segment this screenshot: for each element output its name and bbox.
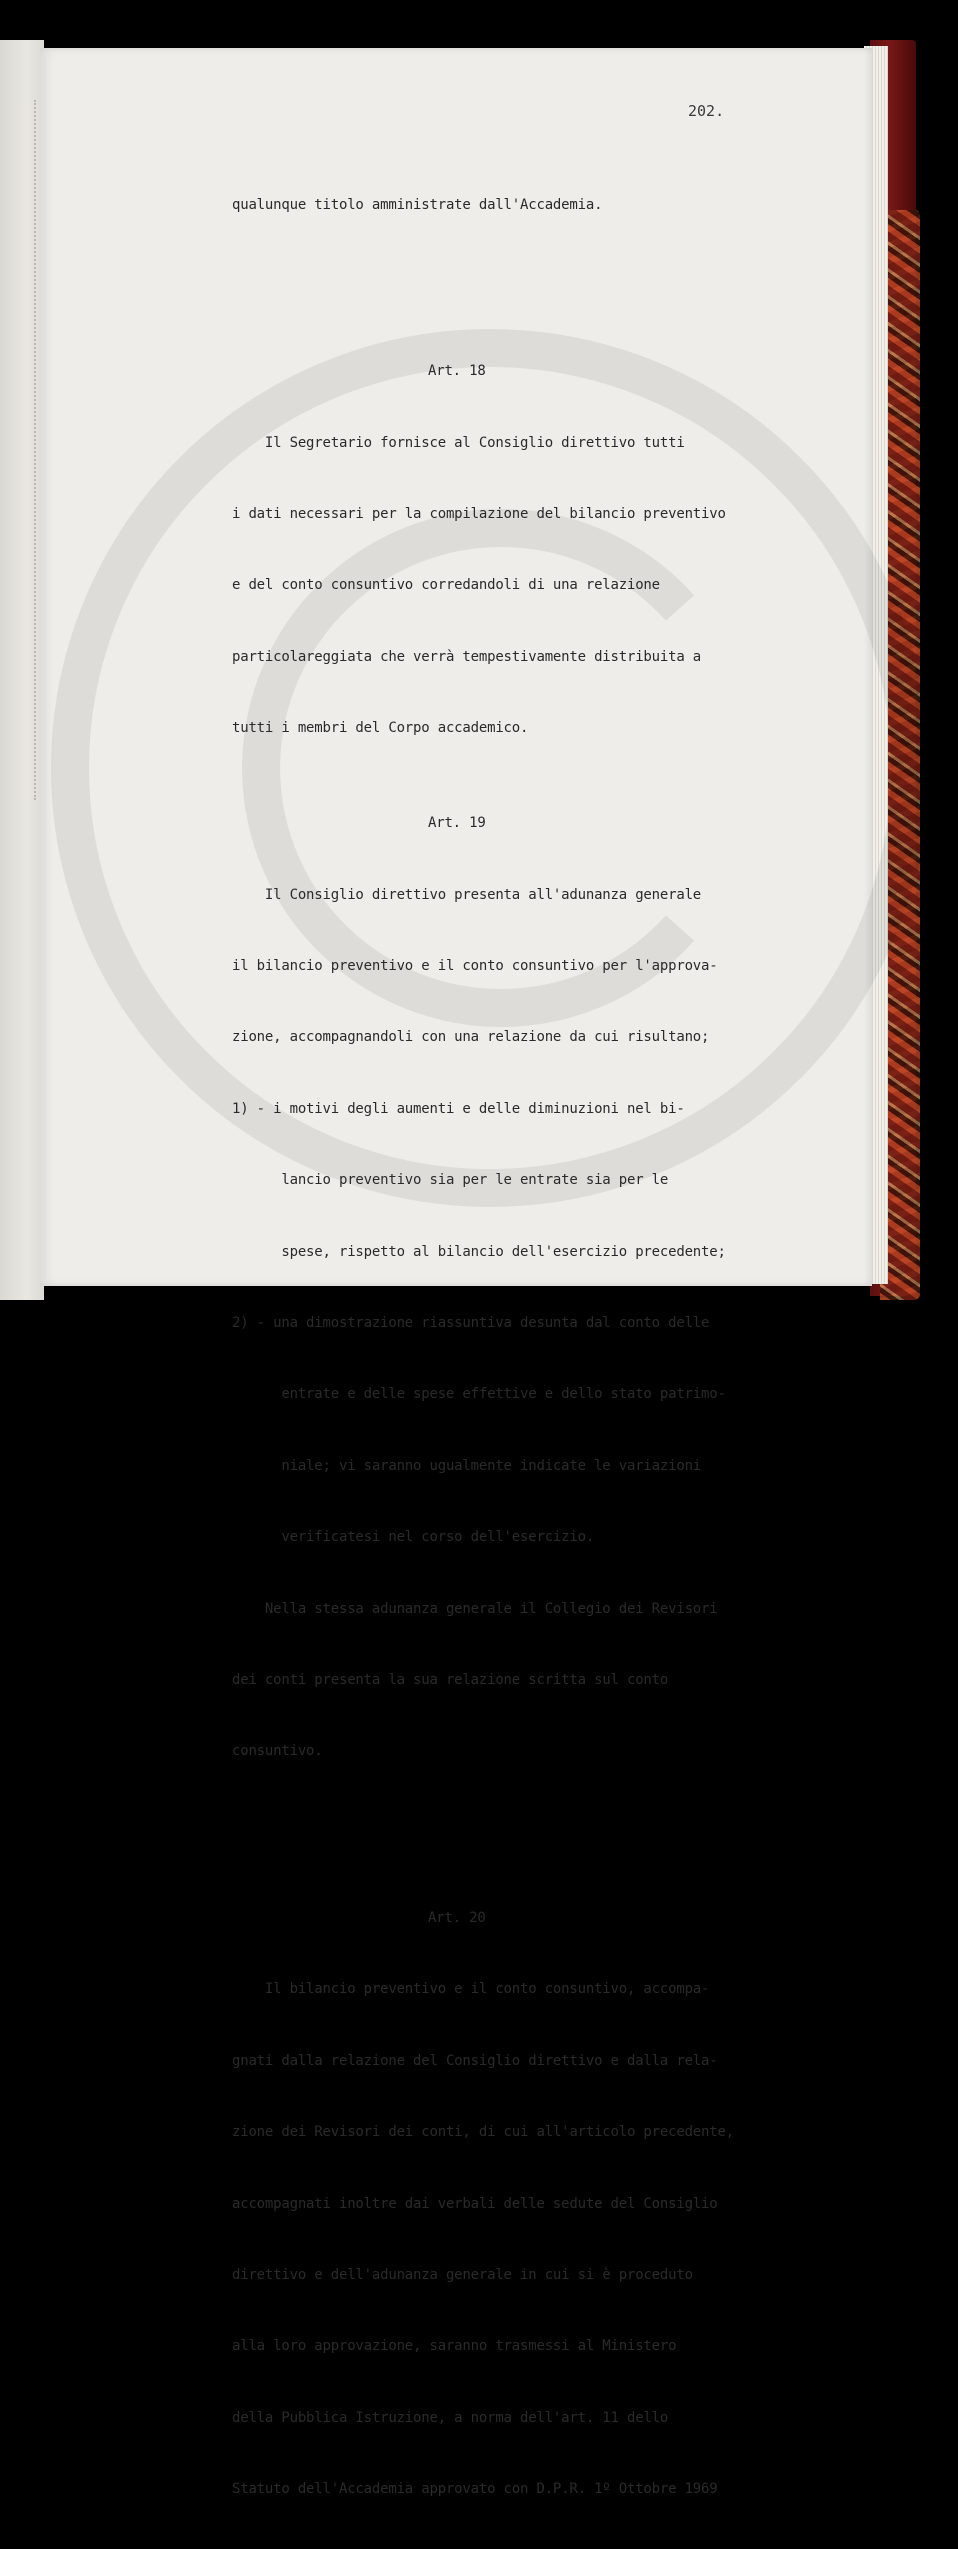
article-19-line: entrate e delle spese effettive e dello stato patrimo- (232, 1386, 726, 1403)
spacer (232, 1812, 772, 1836)
article-19-line: spese, rispetto al bilancio dell'esercizio precedente; (232, 1243, 726, 1260)
article-19-line: consuntivo. (232, 1743, 323, 1760)
article-19-line: verificatesi nel corso dell'esercizio. (232, 1529, 595, 1546)
article-19-line: Il Consiglio direttivo presenta all'adunanza generale (232, 886, 702, 903)
page-number: 202. (688, 102, 725, 120)
article-20-line: Il bilancio preventivo e il conto consuntivo, accompa- (232, 1981, 710, 1998)
article-18-line: e del conto consuntivo corredandoli di una relazione (232, 577, 660, 594)
article-19-line: dei conti presenta la sua relazione scritta sul conto (232, 1672, 669, 1688)
article-19-line: Nella stessa adunanza generale il Collegio dei Revisori (232, 1600, 718, 1617)
document-page (40, 48, 872, 2498)
article-20-line: alla loro approvazione, saranno trasmessi al Ministero (232, 2338, 677, 2355)
article-19-line: 2) - una dimostrazione riassuntiva desunta dal conto delle (232, 1315, 710, 1332)
article-20-line: direttivo e dell'adunanza generale in cui si è proceduto (232, 2266, 693, 2283)
article-18-line: particolareggiata che verrà tempestivamente distribuita a (232, 648, 702, 665)
article-20-heading: Art. 20 (428, 1909, 486, 1926)
facing-page-edge (0, 40, 44, 1300)
article-20-line: della Pubblica Istruzione, a norma dell'art. 11 dello (232, 2409, 669, 2426)
article-18-line: tutti i membri del Corpo accademico. (232, 720, 529, 737)
article-20-line: gnati dalla relazione del Consiglio direttivo e dalla rela- (232, 2052, 718, 2069)
article-19-line: niale; vi saranno ugualmente indicate le variazioni (232, 1457, 702, 1474)
document-text (232, 146, 772, 2549)
article-19-line: zione, accompagnandoli con una relazione da cui risultano; (232, 1029, 710, 1046)
article-18-line: Il Segretario fornisce al Consiglio direttivo tutti (232, 434, 685, 451)
article-19-line: 1) - i motivi degli aumenti e delle diminuzioni nel bi- (232, 1100, 685, 1117)
article-18-line: i dati necessari per la compilazione del bilancio preventivo (232, 505, 726, 522)
article-20-line: accompagnati inoltre dai verbali delle sedute del Consiglio (232, 2195, 718, 2212)
article-19-line: lancio preventivo sia per le entrate sia per le (232, 1172, 669, 1189)
opening-line: qualunque titolo amministrate dall'Accademia. (232, 196, 603, 213)
article-18-heading: Art. 18 (428, 363, 486, 380)
article-20-line: Statuto dell'Accademia approvato con D.P.R. 1º Ottobre 1969 (232, 2481, 718, 2498)
article-19-heading: Art. 19 (428, 815, 486, 832)
article-20-line: zione dei Revisori dei conti, di cui all'articolo precedente, (232, 2124, 734, 2141)
article-19-line: il bilancio preventivo e il conto consuntivo per l'approva- (232, 958, 718, 975)
spacer (232, 265, 772, 289)
